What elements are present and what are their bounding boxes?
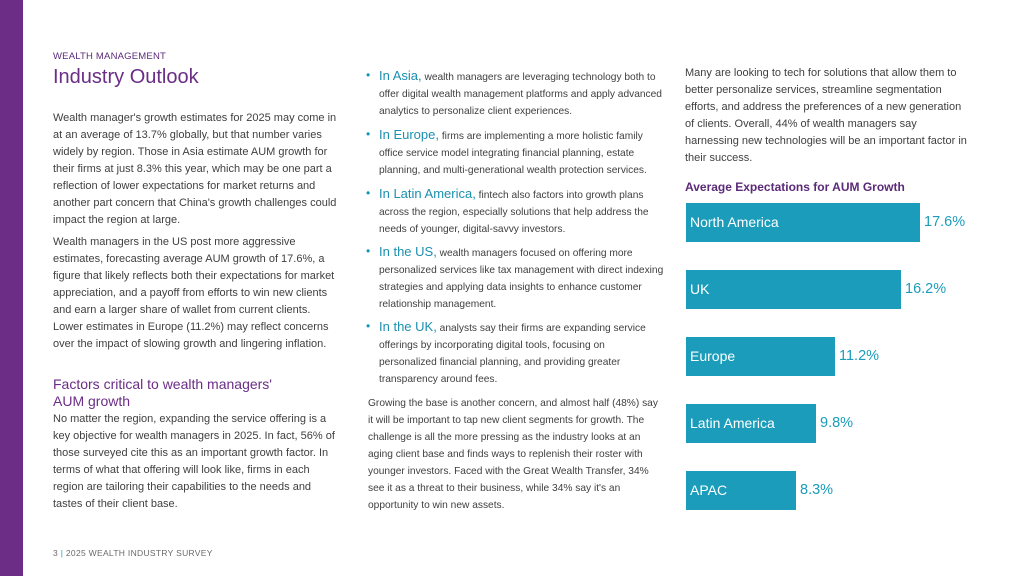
bullet-lead: In Latin America, xyxy=(379,186,476,201)
bar-europe xyxy=(686,337,880,376)
bar-category-label: Latin America xyxy=(690,415,775,431)
bar-category-label: UK xyxy=(690,281,710,297)
bullet-text: firms are implementing a more holistic family office service model integrating financial planning, estate planning, and multi-generational wealth protection services. xyxy=(379,131,647,176)
bar-north-america xyxy=(686,203,966,242)
bar-category-label: North America xyxy=(690,214,779,230)
bar-value-label: 9.8% xyxy=(820,415,854,431)
right-intro-paragraph: Many are looking to tech for solutions that allow them to better personalize services, streamline segmentation efforts, and address the preferences of a new generation of clients. Overall, 44% of wealth managers say harnessing new technologies will be an important factor in their success. xyxy=(685,67,967,164)
page-footer xyxy=(53,548,213,558)
bar-apac xyxy=(686,471,834,510)
bullet-text: fintech also factors into growth plans across the region, especially solutions that help address the needs of younger, digital-savvy investors. xyxy=(379,190,649,235)
bullet-dot-icon: • xyxy=(366,244,371,258)
footer-separator: | xyxy=(60,548,64,558)
bar-value-label: 16.2% xyxy=(905,281,947,297)
bullet-dot-icon: • xyxy=(366,68,371,82)
bullet-lead: In the UK, xyxy=(379,319,437,334)
left-paragraph-3: No matter the region, expanding the service offering is a key objective for wealth managers in 2025. In fact, 56% of those surveyed cite this as an important growth factor. In terms of what that offering will look like, firms in each region are tailoring their capabilities to the needs and tastes of their client base. xyxy=(53,413,335,510)
bullet-dot-icon: • xyxy=(366,127,371,141)
left-paragraph-1: Wealth manager's growth estimates for 2025 may come in at an average of 13.7% globally, but that number varies widely by region. Those in Asia estimate AUM growth for their firms at just 8.3% this year, which may be one part a reflection of lower expectations for market returns and another part concern that China's growth challenges could impact the region at large. xyxy=(53,112,337,226)
section-eyebrow: WEALTH MANAGEMENT xyxy=(53,51,167,62)
bullet-dot-icon: • xyxy=(366,319,371,333)
bar-category-label: APAC xyxy=(690,482,728,498)
left-subheading: Factors critical to wealth managers' AUM growth xyxy=(53,376,272,409)
page-number: 3 xyxy=(53,548,59,558)
bullet-dot-icon: • xyxy=(366,186,371,200)
bullet-us xyxy=(366,243,664,313)
left-accent-bar xyxy=(0,0,23,576)
bullet-latin-america xyxy=(366,185,664,238)
bar-category-label: Europe xyxy=(690,348,736,364)
bar-value-label: 11.2% xyxy=(839,348,880,364)
bullet-uk xyxy=(366,318,664,388)
bar-uk xyxy=(686,270,947,309)
footer-title: 2025 WEALTH INDUSTRY SURVEY xyxy=(65,548,213,558)
bar-value-label: 8.3% xyxy=(800,482,834,498)
page-title: Industry Outlook xyxy=(53,66,199,88)
bullet-lead: In Europe, xyxy=(379,127,439,142)
bullet-lead: In the US, xyxy=(379,244,437,259)
bullet-text: wealth managers focused on offering more personalized services like tax management with direct indexing strategies and applying data insights to enhance customer relationship management. xyxy=(379,248,664,310)
bullet-asia xyxy=(366,67,664,120)
bullet-lead: In Asia, xyxy=(379,68,422,83)
bullet-europe xyxy=(366,126,664,179)
bar-latin-america xyxy=(686,404,854,443)
left-paragraph-2: Wealth managers in the US post more aggressive estimates, forecasting average AUM growth of 17.6%, a figure that likely reflects both their expectations for market appreciation, and a payoff from efforts to win new clients and earn a larger share of wallet from current clients. Lower estimates in Europe (11.2%) may reflect concerns over the impact of slowing growth and lingering inflation. xyxy=(53,236,335,350)
bullet-text: analysts say their firms are expanding service offerings by incorporating digital tools, focusing on personalized financial planning, and providing greater transparency around fees. xyxy=(379,323,646,385)
bar-value-label: 17.6% xyxy=(924,214,966,230)
chart-title: Average Expectations for AUM Growth xyxy=(685,180,905,194)
bullet-text: wealth managers are leveraging technology both to offer digital wealth management platforms and apply advanced analytics to personalize client experiences. xyxy=(379,72,662,117)
middle-closing-paragraph: Growing the base is another concern, and almost half (48%) say it will be important to tap new client segments for growth. The challenge is all the more pressing as the industry looks at an aging client base and finds ways to replenish their roster with younger investors. Faced with the Great Wealth Transfer, 34% see it as a threat to their business, while 34% say it's an opportunity to win new assets. xyxy=(368,398,658,511)
